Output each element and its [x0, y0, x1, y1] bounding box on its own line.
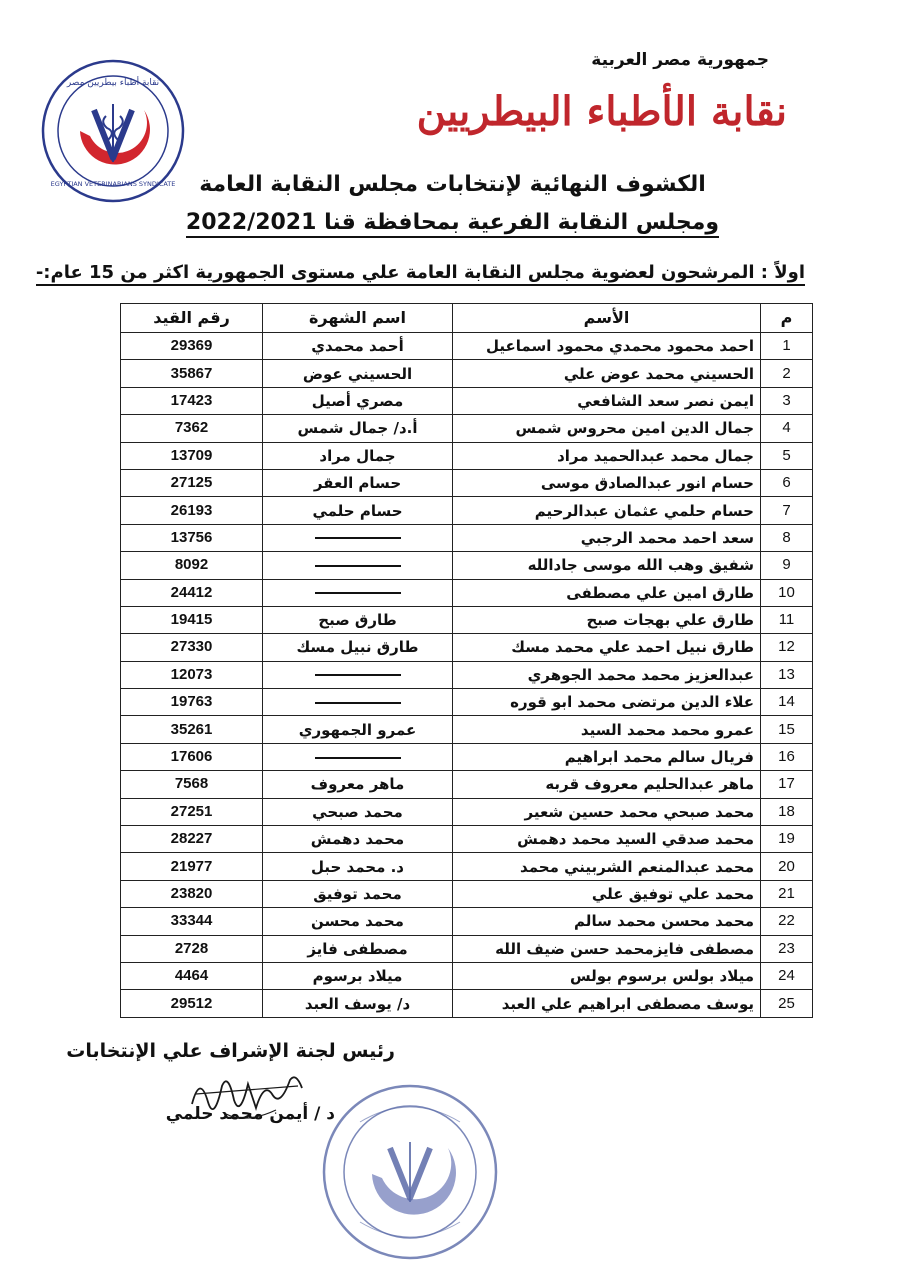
logo-text-top: نقابة أطباء بيطريين مصر [66, 78, 160, 88]
registration-number: 13756 [121, 524, 263, 551]
candidate-known-name: طارق نبيل مسك [263, 634, 453, 661]
candidate-known-name: طارق صبح [263, 606, 453, 633]
registration-number: 26193 [121, 497, 263, 524]
candidate-known-name: د/ يوسف العبد [263, 990, 453, 1017]
empty-dash [315, 537, 401, 539]
registration-number: 17606 [121, 743, 263, 770]
registration-number: 19415 [121, 606, 263, 633]
candidate-name: محمد صبحي محمد حسين شعير [453, 798, 761, 825]
header-reg: رقم القيد [121, 304, 263, 333]
candidate-name: طارق امين علي مصطفى [453, 579, 761, 606]
table-row [121, 990, 813, 1017]
row-number: 17 [761, 771, 813, 798]
row-number: 16 [761, 743, 813, 770]
row-number: 19 [761, 826, 813, 853]
table-row [121, 743, 813, 770]
syndicate-name: نقابة الأطباء البيطريين [416, 88, 787, 135]
candidate-name: فريال سالم محمد ابراهيم [453, 743, 761, 770]
candidate-name: طارق علي بهجات صبح [453, 606, 761, 633]
registration-number: 27251 [121, 798, 263, 825]
candidate-known-name [263, 579, 453, 606]
candidate-name: محمد علي توفيق علي [453, 880, 761, 907]
candidate-name: ميلاد بولس برسوم بولس [453, 962, 761, 989]
row-number: 22 [761, 908, 813, 935]
row-number: 23 [761, 935, 813, 962]
row-number: 12 [761, 634, 813, 661]
registration-number: 8092 [121, 552, 263, 579]
registration-number: 28227 [121, 826, 263, 853]
registration-number: 19763 [121, 689, 263, 716]
candidate-known-name: ميلاد برسوم [263, 962, 453, 989]
row-number: 2 [761, 360, 813, 387]
candidate-known-name [263, 552, 453, 579]
candidate-known-name: عمرو الجمهوري [263, 716, 453, 743]
candidate-name: احمد محمود محمدي محمود اسماعيل [453, 333, 761, 360]
section-heading: اولاً : المرشحون لعضوية مجلس النقابة العامة علي مستوى الجمهورية اكثر من 15 عام:- [36, 262, 805, 286]
table-row [121, 798, 813, 825]
country-name: جمهورية مصر العربية [591, 50, 769, 70]
candidate-known-name [263, 661, 453, 688]
candidate-name: محمد صدقي السيد محمد دهمش [453, 826, 761, 853]
candidate-known-name: د. محمد حبل [263, 853, 453, 880]
candidate-known-name: ماهر معروف [263, 771, 453, 798]
row-number: 18 [761, 798, 813, 825]
table-row [121, 497, 813, 524]
syndicate-seal-stamp-icon [320, 1082, 500, 1262]
candidate-known-name: حسام العقر [263, 469, 453, 496]
registration-number: 12073 [121, 661, 263, 688]
table-body [121, 333, 813, 1018]
table-row [121, 333, 813, 360]
registration-number: 35261 [121, 716, 263, 743]
table-row [121, 415, 813, 442]
candidate-name: سعد احمد محمد الرجبي [453, 524, 761, 551]
candidate-known-name: أ.د/ جمال شمس [263, 415, 453, 442]
candidate-known-name: مصطفى فايز [263, 935, 453, 962]
table-row [121, 387, 813, 414]
candidate-known-name [263, 689, 453, 716]
row-number: 9 [761, 552, 813, 579]
candidate-known-name [263, 743, 453, 770]
document-title-line-2-text: ومجلس النقابة الفرعية بمحافظة قنا 2022/2021 [186, 210, 719, 238]
signatory-title: رئيس لجنة الإشراف علي الإنتخابات [66, 1040, 395, 1062]
candidate-known-name: محمد دهمش [263, 826, 453, 853]
registration-number: 7568 [121, 771, 263, 798]
candidate-known-name: محمد صبحي [263, 798, 453, 825]
table-row [121, 552, 813, 579]
row-number: 3 [761, 387, 813, 414]
candidate-name: عمرو محمد محمد السيد [453, 716, 761, 743]
candidate-known-name: أحمد محمدي [263, 333, 453, 360]
registration-number: 27125 [121, 469, 263, 496]
candidate-known-name: الحسيني عوض [263, 360, 453, 387]
candidate-name: الحسيني محمد عوض علي [453, 360, 761, 387]
row-number: 10 [761, 579, 813, 606]
registration-number: 33344 [121, 908, 263, 935]
header-fame: اسم الشهرة [263, 304, 453, 333]
candidate-known-name: جمال مراد [263, 442, 453, 469]
candidate-name: جمال محمد عبدالحميد مراد [453, 442, 761, 469]
candidate-name: طارق نبيل احمد علي محمد مسك [453, 634, 761, 661]
candidate-known-name: مصري أصيل [263, 387, 453, 414]
table-row [121, 880, 813, 907]
registration-number: 35867 [121, 360, 263, 387]
table-row [121, 661, 813, 688]
candidates-table [120, 303, 813, 1018]
candidate-name: مصطفى فايزمحمد حسن ضيف الله [453, 935, 761, 962]
candidate-name: ايمن نصر سعد الشافعي [453, 387, 761, 414]
registration-number: 24412 [121, 579, 263, 606]
registration-number: 7362 [121, 415, 263, 442]
row-number: 21 [761, 880, 813, 907]
document-title-line-1: الكشوف النهائية لإنتخابات مجلس النقابة العامة [199, 172, 706, 197]
candidate-name: شفيق وهب الله موسى جادالله [453, 552, 761, 579]
signatory-name: د / أيمن محمد حلمي [165, 1104, 335, 1124]
candidate-name: محمد عبدالمنعم الشربيني محمد [453, 853, 761, 880]
empty-dash [315, 702, 401, 704]
candidate-known-name: محمد محسن [263, 908, 453, 935]
empty-dash [315, 592, 401, 594]
document-title-line-2 [0, 210, 905, 235]
candidate-name: حسام انور عبدالصادق موسى [453, 469, 761, 496]
registration-number: 4464 [121, 962, 263, 989]
table-row [121, 716, 813, 743]
row-number: 7 [761, 497, 813, 524]
candidate-name: ماهر عبدالحليم معروف قربه [453, 771, 761, 798]
candidate-name: علاء الدين مرتضى محمد ابو قوره [453, 689, 761, 716]
row-number: 1 [761, 333, 813, 360]
registration-number: 29369 [121, 333, 263, 360]
table-row [121, 853, 813, 880]
table-row [121, 524, 813, 551]
registration-number: 29512 [121, 990, 263, 1017]
candidate-name: محمد محسن محمد سالم [453, 908, 761, 935]
row-number: 15 [761, 716, 813, 743]
table-row [121, 908, 813, 935]
table-row [121, 469, 813, 496]
table-header-row [121, 304, 813, 333]
candidate-known-name: محمد توفيق [263, 880, 453, 907]
empty-dash [315, 565, 401, 567]
candidate-name: يوسف مصطفى ابراهيم علي العبد [453, 990, 761, 1017]
registration-number: 2728 [121, 935, 263, 962]
registration-number: 21977 [121, 853, 263, 880]
table-row [121, 962, 813, 989]
logo-text-bottom: EGYPTIAN VETERINARIANS SYNDICATE [50, 180, 176, 188]
empty-dash [315, 674, 401, 676]
table-row [121, 689, 813, 716]
row-number: 4 [761, 415, 813, 442]
table-row [121, 826, 813, 853]
table-row [121, 606, 813, 633]
row-number: 20 [761, 853, 813, 880]
empty-dash [315, 757, 401, 759]
row-number: 11 [761, 606, 813, 633]
table-row [121, 442, 813, 469]
row-number: 8 [761, 524, 813, 551]
candidate-name: حسام حلمي عثمان عبدالرحيم [453, 497, 761, 524]
handwritten-signature-icon [186, 1064, 306, 1134]
header-num: م [761, 304, 813, 333]
row-number: 14 [761, 689, 813, 716]
table-row [121, 360, 813, 387]
row-number: 6 [761, 469, 813, 496]
candidate-known-name [263, 524, 453, 551]
candidate-name: جمال الدين امين محروس شمس [453, 415, 761, 442]
table-row [121, 771, 813, 798]
registration-number: 27330 [121, 634, 263, 661]
candidate-name: عبدالعزيز محمد محمد الجوهري [453, 661, 761, 688]
candidate-known-name: حسام حلمي [263, 497, 453, 524]
table-row [121, 935, 813, 962]
row-number: 24 [761, 962, 813, 989]
row-number: 13 [761, 661, 813, 688]
header-name: الأسم [453, 304, 761, 333]
table-row [121, 579, 813, 606]
row-number: 25 [761, 990, 813, 1017]
row-number: 5 [761, 442, 813, 469]
table-row [121, 634, 813, 661]
registration-number: 17423 [121, 387, 263, 414]
registration-number: 13709 [121, 442, 263, 469]
registration-number: 23820 [121, 880, 263, 907]
